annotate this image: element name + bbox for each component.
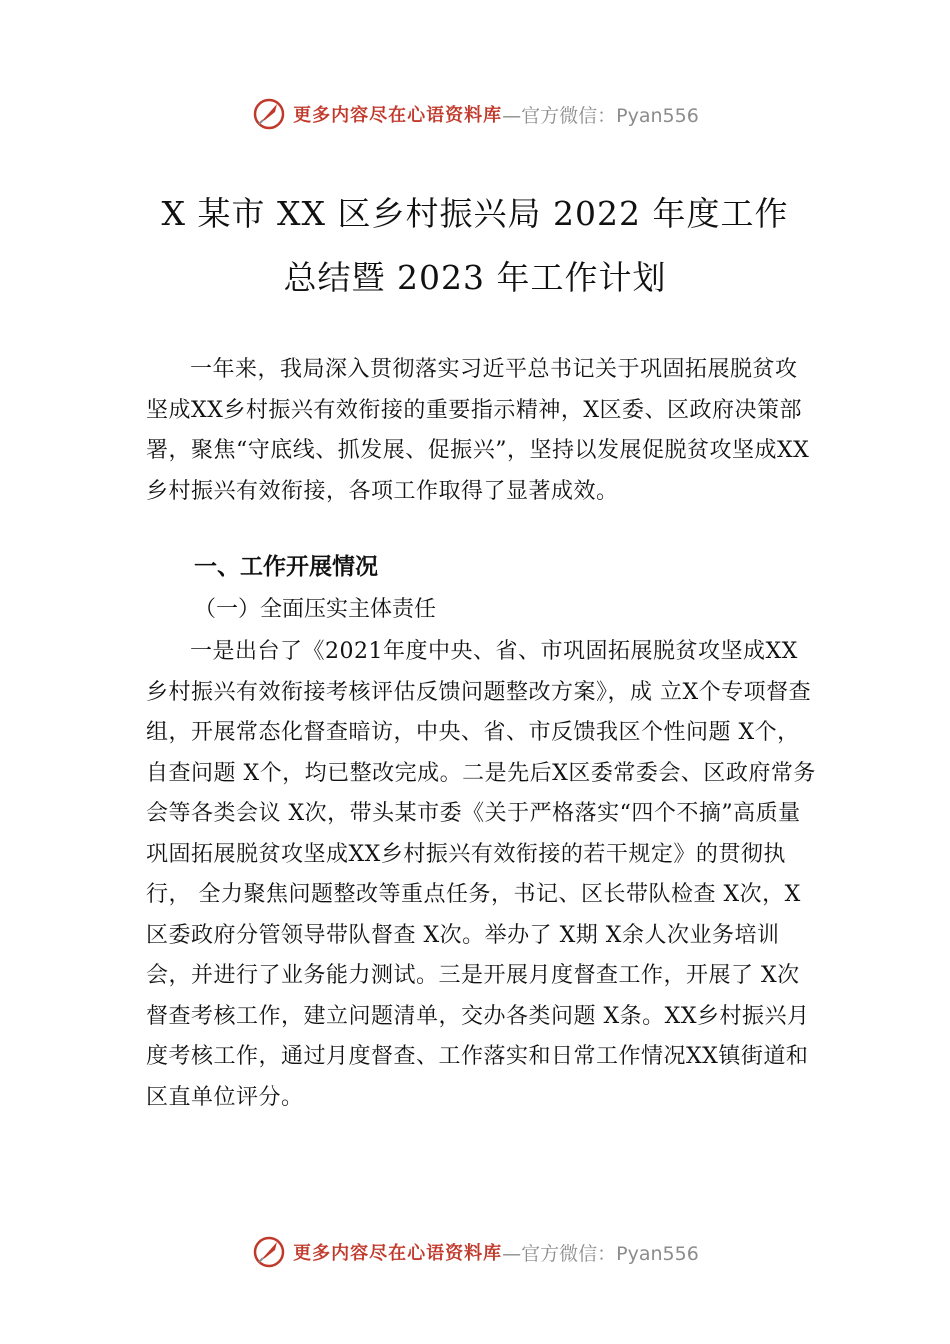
body-text: 一是出台了《2021年度中央、省、市巩固拓展脱贫攻坚成XX乡村振兴有效衔接考核评估反馈问题整改方案》，成 立X个专项督查组，开展常态化督查暗访，中央、省、市反馈我区个性问题 X个，自查问题 X个，均已整改完成。二是先后X区委常委会、区政府常务会等各类会议 X次，带头某市委《关于严格落实“四个不摘”高质量巩固拓展脱贫攻坚成XX乡村振兴有效衔接的若干规定》的贯彻执行， 全力聚焦问题整改等重点任务，书记、区长带队检查 X次，X区委政府分管领导带队督查 X次。举办了 X期 X余人次业务培训会，并进行了业务能力测试。三是开展月度督查工作，开展了 X次督查考核工作，建立问题清单，交办各类问题 X条。XX乡村振兴月度考核工作，通过月度督查、工作落实和日常工作情况XX镇街道和区直单位评分。 bbox=[146, 639, 816, 1110]
document-title-line-2: 总结暨 2023 年工作计划 bbox=[283, 258, 667, 297]
watermark-wechat-text: —官方微信：Pyan556 bbox=[502, 104, 699, 127]
document-title-line-1: X 某市 XX 区乡村振兴局 2022 年度工作 bbox=[161, 194, 789, 233]
watermark-brand-text: 更多内容尽在心语资料库 bbox=[293, 1243, 503, 1264]
watermark-brand-text: 更多内容尽在心语资料库 bbox=[293, 105, 503, 126]
watermark-wechat-text: —官方微信：Pyan556 bbox=[502, 1242, 699, 1265]
intro-paragraph bbox=[146, 350, 818, 512]
intro-text: 一年来，我局深入贯彻落实习近平总书记关于巩固拓展脱贫攻坚成XX乡村振兴有效衔接的重要指示精神，X区委、区政府决策部署，聚焦“守底线、抓发展、促振兴”，坚持以发展促脱贫攻坚成XX乡村振兴有效衔接，各项工作取得了显著成效。 bbox=[146, 357, 810, 504]
watermark-footer bbox=[0, 1234, 950, 1270]
subsection-heading: （一）全面压实主体责任 bbox=[194, 597, 437, 622]
body-paragraph bbox=[146, 632, 818, 1118]
watermark-header bbox=[0, 96, 950, 132]
quill-logo-icon bbox=[251, 1234, 287, 1270]
section-heading: 一、工作开展情况 bbox=[194, 554, 378, 580]
quill-logo-icon bbox=[251, 96, 287, 132]
